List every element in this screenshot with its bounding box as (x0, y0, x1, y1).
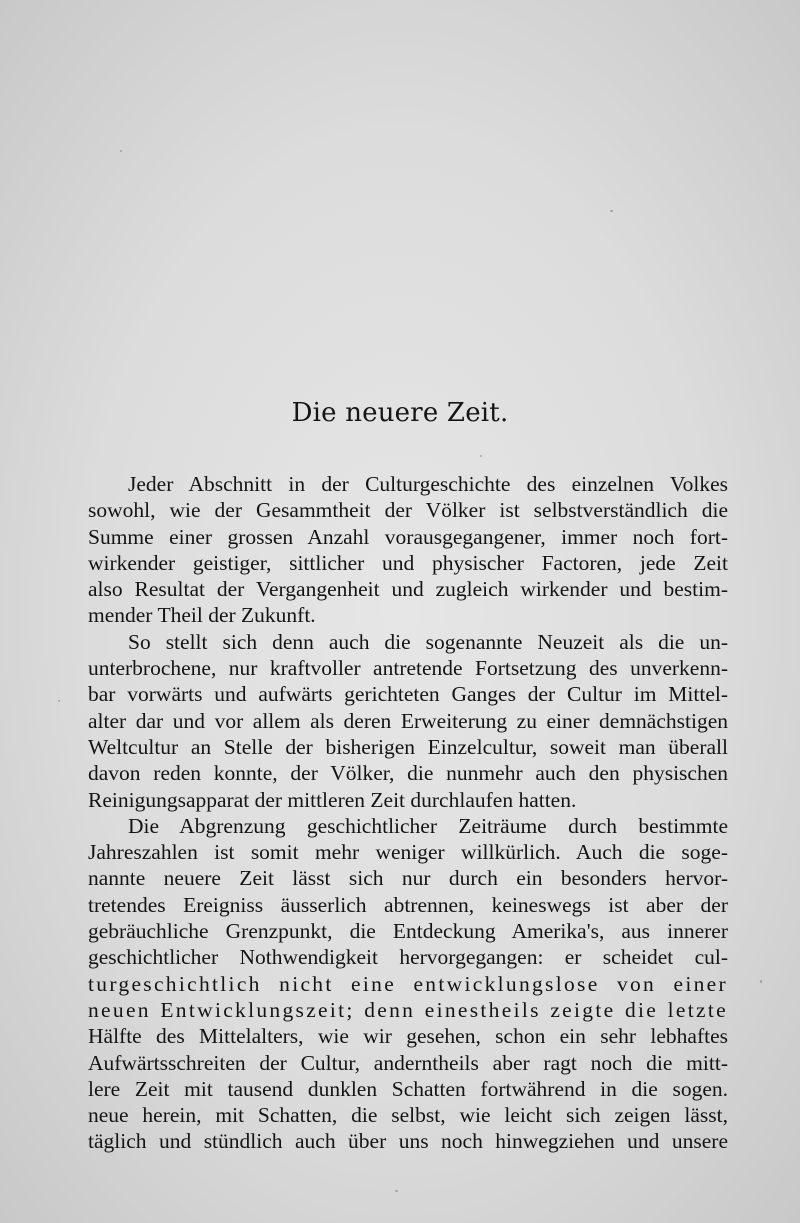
text-line: Jahreszahlen ist somit mehr weniger willkürlich. Auch die soge- (88, 840, 728, 865)
text-line: lere Zeit mit tausend dunklen Schatten fortwährend in die sogen. (88, 1076, 728, 1101)
text-line: davon reden konnte, der Völker, die nunmehr auch den physischen (88, 761, 728, 786)
text-line: Hälfte des Mittelalters, wie wir gesehen, schon ein sehr lebhaftes (88, 1024, 728, 1049)
text-line: neue herein, mit Schatten, die selbst, wie leicht sich zeigen lässt, (88, 1103, 728, 1128)
text-line: unterbrochene, nur kraftvoller antretende Fortsetzung des unverkenn- (88, 656, 728, 681)
text-line: Reinigungsapparat der mittleren Zeit durchlaufen hatten. (88, 787, 577, 812)
text-line: Die Abgrenzung geschichtlicher Zeiträume durch bestimmte (128, 813, 728, 838)
text-line: mender Theil der Zukunft. (88, 603, 316, 628)
text-line: geschichtlicher Nothwendigkeit hervorgegangen: er scheidet cul- (88, 945, 728, 970)
text-line: nannte neuere Zeit lässt sich nur durch ein besonders hervor- (88, 866, 728, 891)
text-line: gebräuchliche Grenzpunkt, die Entdeckung Amerika's, aus innerer (88, 919, 728, 944)
scan-speck (120, 150, 122, 152)
text-line: Summe einer grossen Anzahl vorausgegangener, immer noch fort- (88, 524, 728, 549)
text-line: tretendes Ereigniss äusserlich abtrennen, keineswegs ist aber der (88, 892, 728, 917)
text-line: So stellt sich denn auch die sogenannte Neuzeit als die un- (128, 629, 728, 654)
paragraph-3 (88, 813, 728, 1155)
text-line: sowohl, wie der Gesammtheit der Völker ist selbstverständlich die (88, 498, 728, 523)
text-line: Weltcultur an Stelle der bisherigen Einzelcultur, soweit man überall (88, 734, 728, 759)
text-line: alter dar und vor allem als deren Erweiterung zu einer demnächstigen (88, 708, 728, 733)
text-line: täglich und stündlich auch über uns noch hinwegziehen und unsere (88, 1129, 728, 1154)
text-line: also Resultat der Vergangenheit und zugleich wirkender und bestim- (88, 577, 728, 602)
chapter-heading: Die neuere Zeit. (291, 398, 509, 428)
paragraph-1 (88, 471, 728, 629)
text-line: turgeschichtlich nicht eine entwicklungslose von einer (88, 971, 728, 996)
paragraph-2 (88, 629, 728, 813)
text-line: wirkender geistiger, sittlicher und physischer Factoren, jede Zeit (88, 550, 728, 575)
scan-speck (395, 1190, 398, 1192)
scan-speck (760, 980, 762, 983)
body-text (88, 471, 728, 1155)
text-line: Jeder Abschnitt in der Culturgeschichte des einzelnen Volkes (128, 472, 728, 496)
text-line: bar vorwärts und aufwärts gerichteten Ganges der Cultur im Mittel- (88, 682, 728, 707)
scan-speck (480, 455, 482, 457)
scan-speck (610, 210, 613, 212)
scan-speck (58, 700, 60, 702)
text-line: Aufwärtsschreiten der Cultur, anderntheils aber ragt noch die mitt- (88, 1050, 728, 1075)
text-line: neuen Entwicklungszeit; denn einestheils zeigte die letzte (88, 997, 728, 1022)
